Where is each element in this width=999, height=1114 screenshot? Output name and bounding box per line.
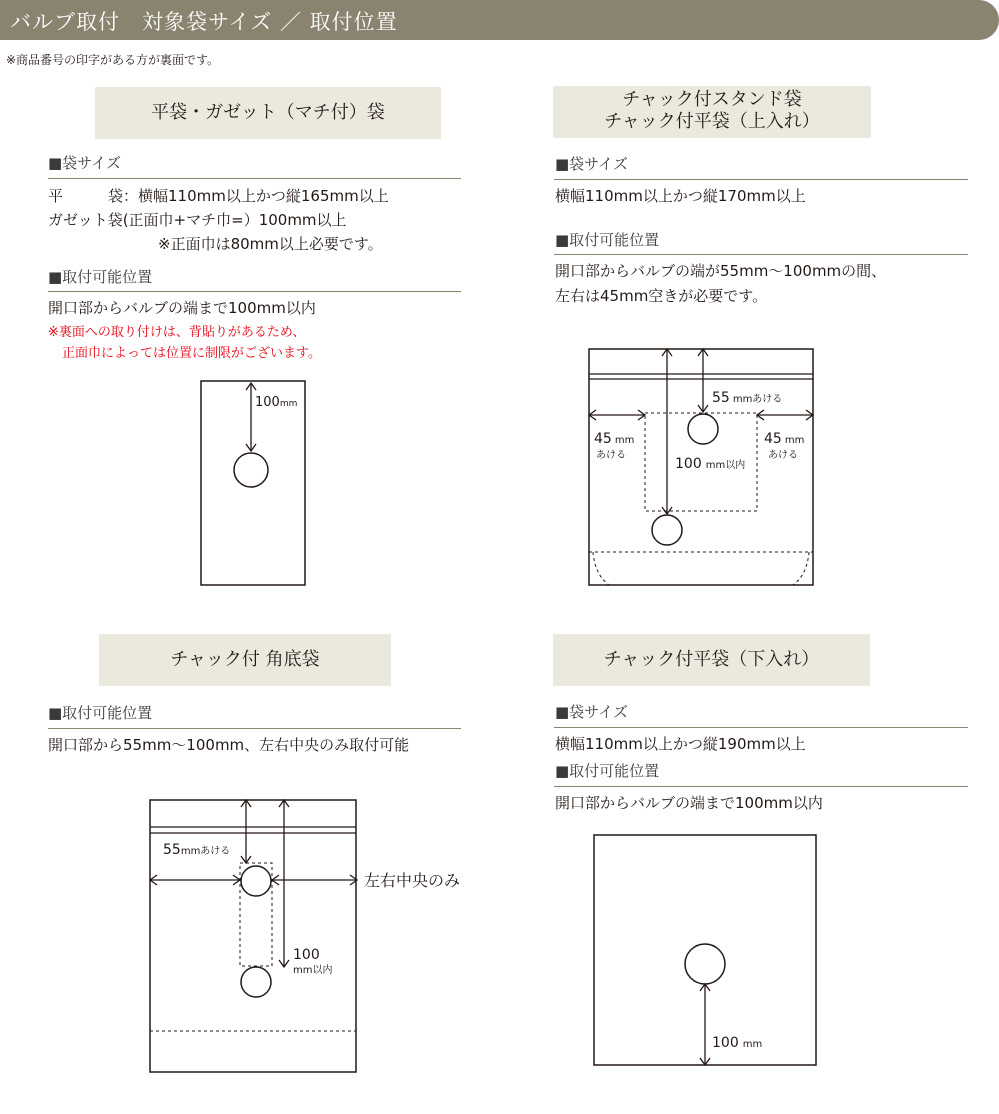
flat-size-line2: ガゼット袋(正面巾+マチ巾=）100mm以上	[48, 211, 347, 229]
square-max-unit: mm以内	[293, 965, 333, 976]
flat-size-line3: ※正面巾は80mm以上必要です。	[158, 235, 383, 253]
square-center-label: 左右中央のみ	[364, 871, 461, 890]
page-title: バルブ取付 対象袋サイズ ／ 取付位置	[10, 10, 398, 34]
stand-size-text: 横幅110mm以上かつ縦170mm以上	[555, 187, 806, 205]
stand-bag-title-line2: チャック付平袋（上入れ）	[604, 111, 820, 132]
flat-pos-rule	[48, 291, 461, 292]
square-pos-rule	[48, 728, 461, 729]
header-bar	[0, 0, 999, 40]
stand-pos-line1: 開口部からバルブの端が55mm〜100mmの間、	[555, 262, 887, 280]
svg-text:100mm	[255, 395, 297, 410]
square-bag-title: チャック付 角底袋	[170, 649, 320, 670]
svg-text:55mmあける	[712, 390, 782, 406]
flat-pos-heading: ■取付可能位置	[48, 268, 153, 286]
svg-text:45mm	[594, 431, 634, 447]
back-side-note: ※商品番号の印字がある方が裏面です。	[6, 53, 220, 67]
stand-pos-rule	[554, 254, 968, 255]
square-pos-heading: ■取付可能位置	[48, 704, 153, 722]
bottom-size-rule	[554, 727, 968, 728]
flat-dim-unit: mm	[279, 399, 298, 409]
flat-bag-title: 平袋・ガゼット（マチ付）袋	[151, 102, 385, 123]
stand-max-value: 100	[675, 456, 702, 472]
svg-text:45mm	[764, 431, 804, 447]
square-bag-title-box	[99, 634, 391, 686]
bottom-pos-text: 開口部からバルブの端まで100mm以内	[555, 794, 823, 812]
stand-size-heading: ■袋サイズ	[555, 155, 628, 173]
bottom-pos-rule	[554, 786, 968, 787]
stand-right-unit: mm	[784, 435, 805, 446]
stand-left-note: あける	[596, 450, 626, 461]
stand-pos-line2: 左右は45mm空きが必要です。	[555, 287, 768, 305]
stand-left-unit: mm	[614, 435, 635, 446]
square-bag-diagram	[148, 798, 478, 1076]
flat-bag-title-box	[95, 87, 441, 139]
stand-left-value: 45	[594, 431, 612, 447]
bottom-dim-unit: mm	[742, 1039, 763, 1050]
flat-pos-text: 開口部からバルブの端まで100mm以内	[48, 299, 316, 317]
bottom-bag-diagram	[592, 833, 820, 1069]
bottom-size-text: 横幅110mm以上かつ縦190mm以上	[555, 735, 806, 753]
stand-bag-title-box	[553, 86, 871, 138]
flat-size-heading: ■袋サイズ	[48, 154, 121, 172]
stand-size-rule	[554, 179, 968, 180]
stand-pos-heading: ■取付可能位置	[555, 231, 660, 249]
stand-right-value: 45	[764, 431, 782, 447]
bottom-bag-title-box	[553, 634, 870, 686]
flat-warn-line2: 正面巾によっては位置に制限がございます。	[62, 346, 321, 361]
bottom-size-heading: ■袋サイズ	[555, 703, 628, 721]
flat-bag-diagram	[200, 380, 310, 590]
stand-max-unit: mm以内	[705, 460, 746, 471]
flat-size-rule	[48, 178, 461, 179]
bottom-dim-value: 100	[712, 1035, 739, 1051]
square-max-value: 100	[293, 947, 320, 963]
bottom-bag-title: チャック付平袋（下入れ）	[603, 649, 820, 670]
bottom-pos-heading: ■取付可能位置	[555, 762, 660, 780]
flat-warn-line1: ※裏面への取り付けは、背貼りがあるため、	[48, 325, 306, 340]
stand-right-note: あける	[768, 450, 798, 461]
svg-text:100mm以内	[675, 456, 745, 472]
svg-text:100mm	[712, 1035, 762, 1051]
stand-top-dim-value: 55	[712, 390, 730, 406]
square-min-value: 55	[163, 842, 181, 858]
flat-dim-value: 100	[255, 395, 280, 410]
square-min-unit: mmあける	[180, 846, 231, 857]
square-pos-text: 開口部から55mm〜100mm、左右中央のみ取付可能	[48, 736, 410, 754]
stand-bag-title-line1: チャック付スタンド袋	[622, 89, 802, 110]
stand-top-dim-unit: mmあける	[732, 394, 783, 405]
flat-size-line1: 平 袋：横幅110mm以上かつ縦165mm以上	[48, 187, 389, 205]
stand-bag-diagram	[585, 345, 817, 590]
svg-text:55mmあける	[163, 842, 230, 858]
